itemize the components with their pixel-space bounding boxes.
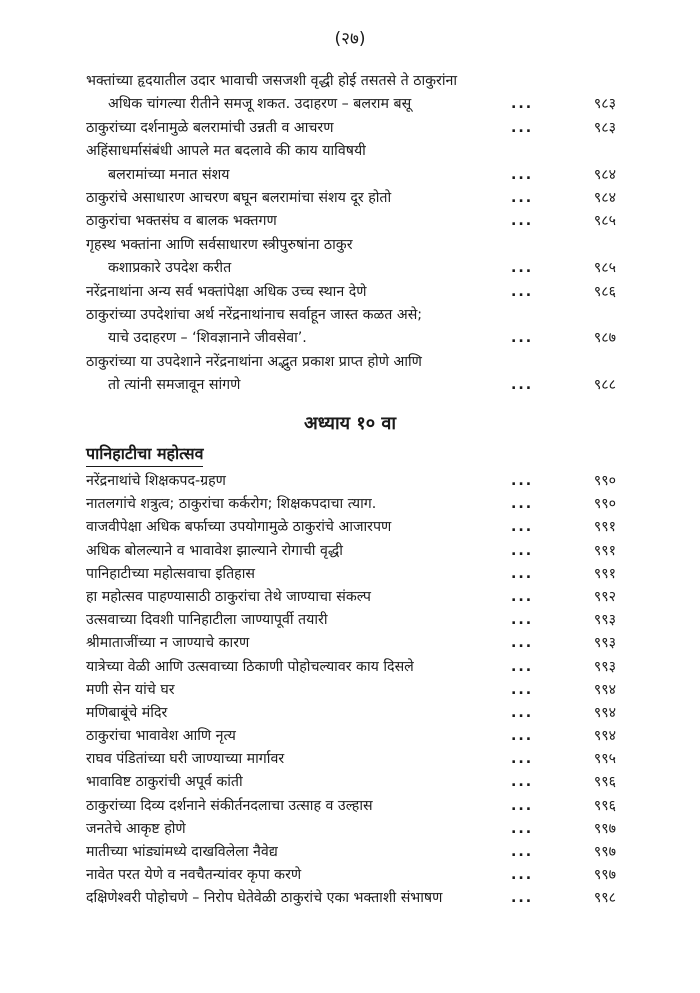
page-number: (२७) [334, 29, 366, 49]
toc-leader-dots: ... [511, 542, 534, 559]
toc-entry-title: ठाकुरांच्या या उपदेशाने नरेंद्रनाथांना अद्भुत प्रकाश प्राप्त होणे आणि [86, 353, 422, 370]
toc-leader-dots: ... [511, 189, 534, 206]
toc-entry [86, 164, 616, 187]
toc-leader-dots: ... [511, 496, 534, 513]
toc-entry [86, 725, 616, 748]
toc-leader-dots: ... [511, 704, 534, 721]
toc-entry-page: ९९७ [593, 844, 616, 860]
toc-list-chapter-10 [86, 470, 616, 911]
toc-entry [86, 540, 616, 563]
toc-entry [86, 656, 616, 679]
toc-leader-dots: ... [511, 377, 534, 394]
toc-entry [86, 140, 616, 163]
toc-entry-page: ९८८ [593, 377, 616, 394]
toc-entry-title: ठाकुरांच्या उपदेशांचा अर्थ नरेंद्रनाथांनाच सर्वाहून जास्त कळत असे; [86, 306, 423, 323]
toc-entry-page: ९९० [593, 473, 616, 489]
toc-entry-page: ९९४ [593, 681, 616, 698]
toc-entry-title: मणिबाबूंचे मंदिर [86, 704, 168, 721]
toc-entry-page: ९९७ [593, 820, 616, 837]
toc-leader-dots: ... [511, 330, 534, 347]
toc-entry-title: पानिहाटीच्या महोत्सवाचा इतिहास [86, 565, 255, 582]
toc-entry [86, 470, 616, 493]
chapter-heading: अध्याय १० वा [304, 413, 396, 434]
toc-entry-title: श्रीमाताजींच्या न जाण्याचे कारण [86, 635, 250, 652]
toc-leader-dots: ... [511, 890, 534, 907]
toc-entry-title: उत्सवाच्या दिवशी पानिहाटीला जाण्यापूर्वी तयारी [86, 612, 328, 629]
toc-leader-dots: ... [511, 588, 534, 605]
toc-entry-page: ९९५ [593, 751, 616, 768]
toc-entry-page: ९८४ [593, 166, 616, 183]
toc-leader-dots: ... [511, 867, 534, 884]
toc-entry-title: गृहस्थ भक्तांना आणि सर्वसाधारण स्त्रीपुरुषांना ठाकुर [86, 236, 353, 253]
toc-entry [86, 679, 616, 702]
toc-entry-page: ९९२ [593, 588, 616, 605]
toc-entry-page: ९८६ [593, 283, 616, 300]
toc-entry [86, 818, 616, 841]
toc-entry [86, 117, 616, 140]
toc-entry-page: ९९७ [593, 867, 616, 884]
toc-leader-dots: ... [511, 519, 534, 536]
section-title: पानिहाटीचा महोत्सव [86, 442, 203, 467]
toc-entry-page: ९८३ [593, 119, 616, 136]
toc-leader-dots: ... [511, 728, 534, 745]
toc-leader-dots: ... [511, 166, 534, 183]
toc-entry [86, 748, 616, 771]
toc-entry-title: अधिक चांगल्या रीतीने समजू शकत. उदाहरण – बलराम बसू [108, 96, 412, 113]
toc-entry-page: ९९८ [593, 890, 616, 907]
toc-entry-title: ठाकुरांच्या दर्शनामुळे बलरामांची उन्नती व आचरण [86, 119, 334, 136]
toc-entry-title: तो त्यांनी समजावून सांगणे [108, 377, 241, 394]
toc-entry-page: ९९१ [593, 565, 616, 582]
toc-entry [86, 609, 616, 632]
toc-entry [86, 257, 616, 280]
toc-leader-dots: ... [511, 797, 534, 814]
toc-leader-dots: ... [511, 119, 534, 136]
toc-entry-page: ९९४ [593, 728, 616, 745]
toc-entry-title: मातीच्या भांड्यांमध्ये दाखविलेला नैवेद्य [86, 844, 278, 860]
toc-entry [86, 887, 616, 910]
toc-entry-page: ९९६ [593, 774, 616, 791]
toc-entry-title: मणी सेन यांचे घर [86, 681, 175, 698]
toc-leader-dots: ... [511, 473, 534, 489]
toc-entry [86, 70, 616, 93]
toc-entry [86, 327, 616, 350]
toc-leader-dots: ... [511, 260, 534, 277]
toc-entry [86, 234, 616, 257]
toc-entry-page: ९९१ [593, 519, 616, 536]
toc-leader-dots: ... [511, 820, 534, 837]
toc-leader-dots: ... [511, 283, 534, 300]
toc-leader-dots: ... [511, 96, 534, 113]
toc-leader-dots: ... [511, 213, 534, 230]
toc-entry [86, 632, 616, 655]
toc-entry [86, 351, 616, 374]
toc-entry-title: ठाकुरांचा भक्तसंघ व बालक भक्तगण [86, 213, 277, 230]
toc-entry-title: दक्षिणेश्वरी पोहोचणे – निरोप घेतेवेळी ठाकुरांचे एका भक्ताशी संभाषण [86, 890, 443, 907]
toc-entry-page: ९९३ [593, 658, 616, 675]
toc-entry [86, 586, 616, 609]
toc-entry [86, 516, 616, 539]
toc-leader-dots: ... [511, 565, 534, 582]
toc-entry-title: हा महोत्सव पाहण्यासाठी ठाकुरांचा तेथे जाण्याचा संकल्प [86, 588, 371, 605]
toc-leader-dots: ... [511, 612, 534, 629]
toc-leader-dots: ... [511, 844, 534, 860]
toc-entry-page: ९९४ [593, 704, 616, 721]
toc-entry-title: नरेंद्रनाथांचे शिक्षकपद-ग्रहण [86, 473, 226, 489]
toc-entry [86, 374, 616, 397]
toc-entry [86, 864, 616, 887]
toc-entry-title: बलरामांच्या मनात संशय [108, 166, 230, 183]
toc-entry-page: ९८३ [593, 96, 616, 113]
toc-entry-page: ९९६ [593, 797, 616, 814]
toc-entry-title: भावाविष्ट ठाकुरांची अपूर्व कांती [86, 774, 243, 791]
toc-entry-page: ९९० [593, 496, 616, 513]
toc-entry [86, 841, 616, 864]
toc-entry [86, 493, 616, 516]
toc-entry-page: ९८४ [593, 189, 616, 206]
toc-entry-title: नरेंद्रनाथांना अन्य सर्व भक्तांपेक्षा अधिक उच्च स्थान देणे [86, 283, 367, 300]
toc-leader-dots: ... [511, 751, 534, 768]
toc-entry [86, 702, 616, 725]
toc-entry-title: याचे उदाहरण – ‘शिवज्ञानाने जीवसेवा’. [108, 330, 307, 347]
toc-entry-title: राघव पंडितांच्या घरी जाण्याच्या मार्गावर [86, 751, 285, 768]
toc-entry-page: ९९३ [593, 635, 616, 652]
toc-entry-title: जनतेचे आकृष्ट होणे [86, 820, 186, 837]
toc-entry-title: अहिंसाधर्मासंबंधी आपले मत बदलावे की काय याविषयी [86, 143, 366, 160]
toc-entry-title: भक्तांच्या हृदयातील उदार भावाची जसजशी वृद्धी होई तसतसे ते ठाकुरांना [86, 73, 458, 89]
toc-entry-page: ९८५ [593, 260, 616, 277]
toc-entry-page: ९९१ [593, 542, 616, 559]
toc-entry-title: यात्रेच्या वेळी आणि उत्सवाच्या ठिकाणी पोहोचल्यावर काय दिसले [86, 658, 414, 675]
toc-entry [86, 795, 616, 818]
toc-entry [86, 281, 616, 304]
toc-entry [86, 187, 616, 210]
toc-entry-title: नावेत परत येणे व नवचैतन्यांवर कृपा करणे [86, 867, 302, 884]
toc-entry-page: ९८७ [593, 330, 616, 347]
toc-entry-page: ९९३ [593, 612, 616, 629]
toc-leader-dots: ... [511, 774, 534, 791]
toc-list-previous-chapter [86, 70, 616, 397]
toc-leader-dots: ... [511, 658, 534, 675]
toc-entry [86, 210, 616, 233]
toc-entry-title: वाजवीपेक्षा अधिक बर्फाच्या उपयोगामुळे ठाकुरांचे आजारपण [86, 519, 392, 536]
toc-entry-title: ठाकुरांचे असाधारण आचरण बघून बलरामांचा संशय दूर होतो [86, 189, 392, 206]
toc-entry [86, 563, 616, 586]
toc-entry-title: कशाप्रकारे उपदेश करीत [108, 260, 232, 277]
toc-leader-dots: ... [511, 635, 534, 652]
toc-entry-title: ठाकुरांचा भावावेश आणि नृत्य [86, 728, 236, 745]
toc-entry-title: नातलगांचे शत्रुत्व; ठाकुरांचा कर्करोग; शिक्षकपदाचा त्याग. [86, 496, 377, 513]
toc-entry-page: ९८५ [593, 213, 616, 230]
toc-entry-title: ठाकुरांच्या दिव्य दर्शनाने संकीर्तनदलाचा उत्साह व उल्हास [86, 797, 373, 814]
toc-entry [86, 771, 616, 794]
toc-entry-title: अधिक बोलल्याने व भावावेश झाल्याने रोगाची वृद्धी [86, 542, 343, 559]
toc-entry [86, 93, 616, 116]
toc-entry [86, 304, 616, 327]
toc-leader-dots: ... [511, 681, 534, 698]
